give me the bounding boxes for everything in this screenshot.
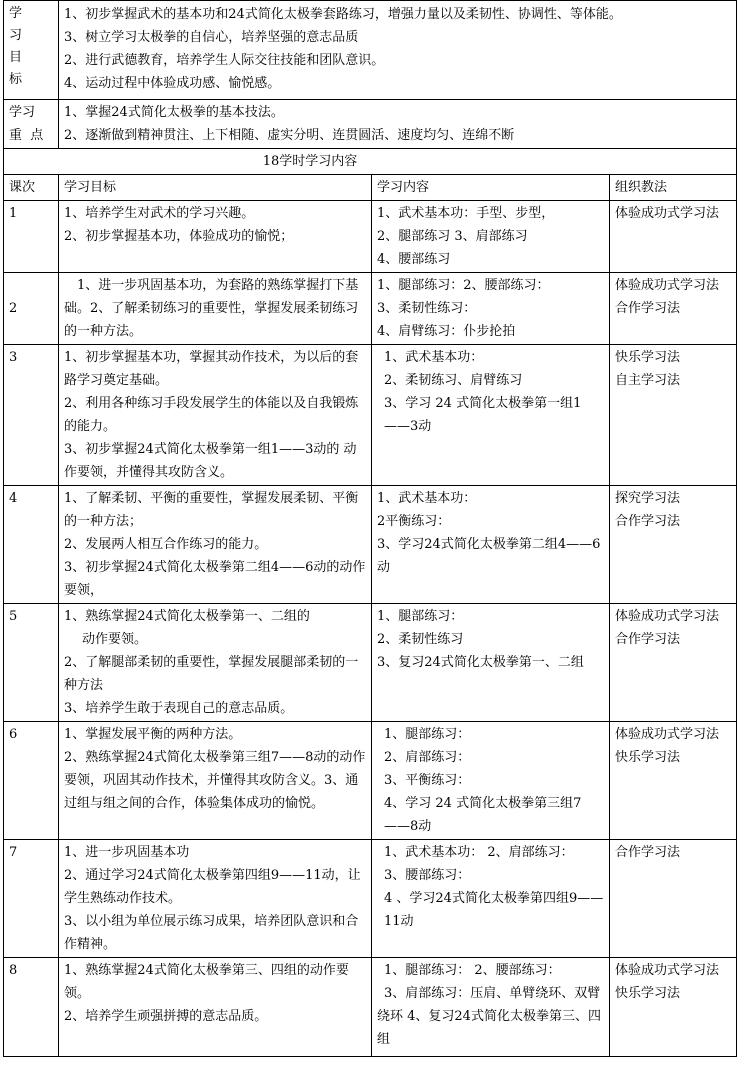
lesson-content — [372, 201, 610, 273]
lesson-goal-line: 1、培养学生对武术的学习兴趣。 — [64, 206, 255, 221]
lesson-plan-table — [3, 0, 737, 1057]
lesson-row — [4, 722, 737, 840]
lesson-method-line: 快乐学习法 — [615, 986, 681, 1001]
lesson-goal — [59, 722, 372, 840]
lesson-content — [372, 273, 610, 345]
lesson-method-line: 合作学习法 — [615, 632, 681, 647]
lesson-goal — [59, 958, 372, 1057]
lesson-goal-line: 3、以小组为单位展示练习成果，培养团队意识和合作精神。 — [64, 914, 359, 952]
lesson-content-line: 3、腰部练习： — [384, 868, 471, 883]
lesson-method — [610, 722, 737, 840]
lesson-number: 6 — [4, 722, 59, 840]
lesson-goal-line: 2、熟练掌握24式简化太极拳第三组7——8动的动作要领，巩固其动作技术，并懂得其攻防含义。3、通过组与组之间的合作，体验集体成功的愉悦。 — [64, 750, 366, 811]
objectives-label-char: 学 — [9, 6, 23, 21]
lesson-method — [610, 486, 737, 604]
lesson-content-line: 1、腿部练习： — [384, 727, 471, 742]
lesson-goal-line: 3、初步掌握24式简化太极拳第一组1——3动的 动作要领，并懂得其攻防含义。 — [64, 442, 357, 480]
lesson-goal-line: 1、掌握发展平衡的两种方法。 — [64, 727, 242, 742]
objectives-label-char: 目 — [9, 50, 23, 65]
lesson-number: 3 — [4, 345, 59, 486]
objective-line: 3、树立学习太极拳的自信心，培养坚强的意志品质 — [64, 30, 359, 45]
objectives-label-char: 标 — [9, 72, 23, 87]
header-goal: 学习目标 — [59, 175, 372, 201]
lesson-row — [4, 840, 737, 958]
lesson-goal-line: 1、进一步巩固基本功 — [64, 845, 190, 860]
lesson-content — [372, 486, 610, 604]
lesson-content-line: 3、学习24式简化太极拳第二组4——6动 — [377, 537, 601, 575]
lesson-content — [372, 722, 610, 840]
lesson-content-line: 3、柔韧性练习： — [377, 301, 477, 316]
lesson-content-line: 1、腿部练习：2、腰部练习： — [377, 278, 550, 293]
lesson-number: 1 — [4, 201, 59, 273]
lesson-method — [610, 345, 737, 486]
lesson-row — [4, 345, 737, 486]
lesson-content-line: 3、学习 24 式简化太极拳第一组1——3动 — [384, 396, 582, 434]
lesson-method-line: 合作学习法 — [615, 301, 681, 316]
lesson-goal-line: 2、通过学习24式简化太极拳第四组9——11动，让学生熟练动作技术。 — [64, 868, 361, 906]
lesson-content-line: 2平衡练习： — [377, 514, 451, 529]
lesson-goal-line: 1、了解柔韧、平衡的重要性，掌握发展柔韧、平衡的一种方法； — [64, 491, 359, 529]
lesson-goal-line: 1、熟练掌握24式简化太极拳第三、四组的动作要领。 — [64, 963, 349, 1001]
lesson-plan-document — [3, 0, 736, 1057]
lesson-method-line: 合作学习法 — [615, 845, 681, 860]
lesson-content-line: 1、武术基本功：手型、步型， — [377, 206, 555, 221]
lesson-row — [4, 604, 737, 722]
lesson-content-line: 1、武术基本功： — [384, 350, 484, 365]
lesson-content-line: 2、柔韧练习、肩臂练习 — [384, 373, 523, 388]
lesson-content-line: 4、肩臂练习：仆步抡拍 — [377, 324, 516, 339]
lesson-goal-line: 3、培养学生敢于表现自己的意志品质。 — [64, 701, 294, 716]
lesson-goal — [59, 840, 372, 958]
lesson-method-line: 探究学习法 — [615, 491, 681, 506]
lesson-method-line: 快乐学习法 — [615, 750, 681, 765]
key-points-label — [4, 100, 59, 149]
lesson-row — [4, 201, 737, 273]
lesson-content-line: 2、肩部练习： — [384, 750, 471, 765]
lesson-goal — [59, 486, 372, 604]
lesson-number: 7 — [4, 840, 59, 958]
lesson-goal-line: 2、利用各种练习手段发展学生的体能以及自我锻炼的能力。 — [64, 396, 359, 434]
objective-line: 2、进行武德教育，培养学生人际交往技能和团队意识。 — [64, 53, 385, 68]
lesson-content-line: 1、腿部练习： 2、腰部练习： — [384, 963, 561, 978]
lesson-content-line: 2、腿部练习 3、肩部练习 — [377, 229, 528, 244]
lesson-goal-line: 1、初步掌握基本功，掌握其动作技术，为以后的套路学习奠定基础。 — [64, 350, 359, 388]
lesson-content-line: 1、腿部练习： — [377, 609, 464, 624]
key-points-row — [4, 100, 737, 149]
lesson-content — [372, 604, 610, 722]
lesson-content — [372, 345, 610, 486]
lesson-goal — [59, 604, 372, 722]
lesson-goal — [59, 201, 372, 273]
lesson-number: 5 — [4, 604, 59, 722]
lesson-method-line: 合作学习法 — [615, 514, 681, 529]
lesson-content-line: 1、武术基本功： — [377, 491, 477, 506]
lesson-method-line: 体验成功式学习法 — [615, 727, 720, 742]
lesson-goal — [59, 345, 372, 486]
lesson-goal-line: 2、发展两人相互合作练习的能力。 — [64, 537, 268, 552]
lesson-content-line: 3、平衡练习： — [384, 773, 471, 788]
lesson-goal-line: 2、了解腿部柔韧的重要性，掌握发展腿部柔韧的一种方法 — [64, 655, 359, 693]
key-point-line: 2、逐渐做到精神贯注、上下相随、虚实分明、连贯圆活、速度均匀、连绵不断 — [64, 128, 515, 143]
objectives-label-char: 习 — [9, 28, 23, 43]
lesson-content-line: 4、腰部练习 — [377, 252, 451, 267]
lesson-number: 8 — [4, 958, 59, 1057]
key-points-label-line: 学习 — [9, 105, 36, 120]
section-title-row — [4, 149, 737, 175]
lesson-content-line: 4 、学习24式简化太极拳第四组9——11动 — [384, 891, 604, 929]
lesson-goal — [59, 273, 372, 345]
lesson-content — [372, 958, 610, 1057]
section-title: 18学时学习内容 — [4, 149, 737, 175]
header-method: 组织教法 — [610, 175, 737, 201]
lesson-method-line: 体验成功式学习法 — [615, 206, 720, 221]
lesson-content — [372, 840, 610, 958]
objectives-label — [4, 1, 59, 100]
lesson-method-line: 自主学习法 — [615, 373, 681, 388]
lesson-number: 4 — [4, 486, 59, 604]
lesson-content-line: 2、柔韧性练习 — [377, 632, 464, 647]
objective-line: 1、初步掌握武术的基本功和24式简化太极拳套路练习，增强力量以及柔韧性、协调性、等体能。 — [64, 7, 622, 22]
lesson-goal-line: 动作要领。 — [82, 632, 148, 647]
lesson-method — [610, 958, 737, 1057]
lesson-row — [4, 958, 737, 1057]
objectives-content — [59, 1, 737, 100]
header-content: 学习内容 — [372, 175, 610, 201]
lesson-content-line: 3、复习24式简化太极拳第一、二组 — [377, 655, 584, 670]
key-point-line: 1、掌握24式简化太极拳的基本技法。 — [64, 105, 284, 120]
lesson-goal-line: 2、初步掌握基本功，体验成功的愉悦； — [64, 229, 294, 244]
lesson-row — [4, 273, 737, 345]
lesson-method-line: 体验成功式学习法 — [615, 278, 720, 293]
lesson-number: 2 — [4, 273, 59, 345]
lesson-row — [4, 486, 737, 604]
lesson-goal-line: 3、初步掌握24式简化太极拳第二组4——6动的动作要领， — [64, 560, 366, 598]
key-points-content — [59, 100, 737, 149]
lesson-content-line: 1、武术基本功： 2、肩部练习： — [384, 845, 574, 860]
lesson-goal-line: 1、进一步巩固基本功，为套路的熟练掌握打下基础。2、了解柔韧练习的重要性，掌握发展柔韧练习的一种方法。 — [64, 278, 359, 339]
objective-line: 4、运动过程中体验成功感、愉悦感。 — [64, 76, 281, 91]
lesson-method — [610, 201, 737, 273]
lesson-content-line: 3、肩部练习：压肩、单臂绕环、双臂绕环 4、复习24式简化太极拳第三、四组 — [377, 986, 601, 1047]
lesson-method — [610, 273, 737, 345]
key-points-label-line: 重 点 — [9, 128, 44, 143]
lesson-method-line: 快乐学习法 — [615, 350, 681, 365]
objectives-row — [4, 1, 737, 100]
lesson-method-line: 体验成功式学习法 — [615, 963, 720, 978]
lesson-method — [610, 604, 737, 722]
lesson-content-line: 4、学习 24 式简化太极拳第三组7——8动 — [384, 796, 582, 834]
header-lesson: 课次 — [4, 175, 59, 201]
lesson-goal-line: 2、培养学生顽强拼搏的意志品质。 — [64, 1009, 268, 1024]
table-header-row — [4, 175, 737, 201]
lesson-method — [610, 840, 737, 958]
lesson-method-line: 体验成功式学习法 — [615, 609, 720, 624]
lesson-goal-line: 1、熟练掌握24式简化太极拳第一、二组的 — [64, 609, 310, 624]
